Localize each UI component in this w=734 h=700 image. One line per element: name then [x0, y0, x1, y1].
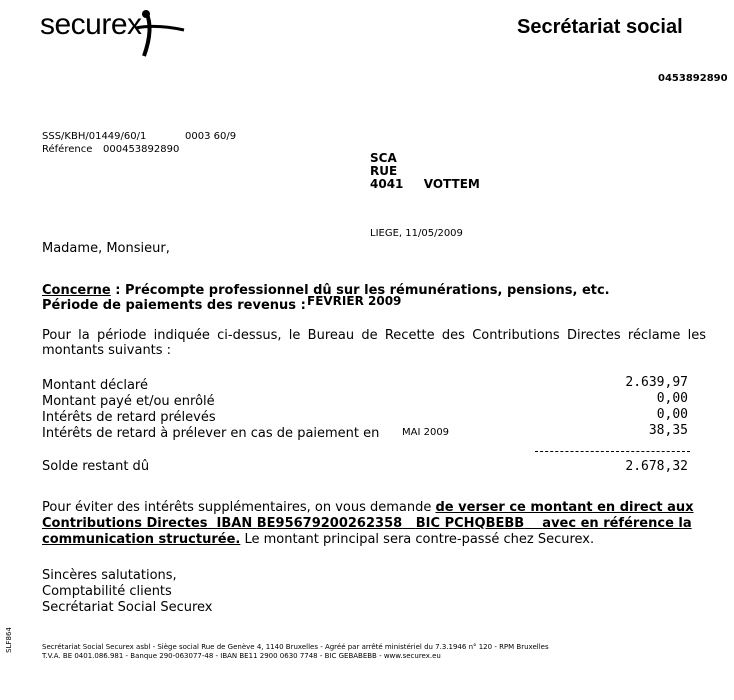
period-label: Période de paiements des revenus :	[42, 298, 306, 313]
securex-logo	[40, 8, 142, 42]
amount-value-interest-levied: 0,00	[656, 407, 688, 422]
subject-line: Concerne : Précompte professionnel dû sur les rémunérations, pensions, etc.	[42, 283, 610, 298]
amount-value-interest-to-levy: 38,35	[648, 423, 688, 438]
reference-code-2: 0003 60/9	[185, 131, 237, 142]
closing-line-1: Sincères salutations,	[42, 568, 177, 583]
bic-value: PCHQBEBB	[444, 516, 525, 531]
payment-line-1: Pour éviter des intérêts supplémentaires, on vous demande de verser ce montant en direct aux	[42, 500, 694, 515]
address-city: VOTTEM	[423, 177, 480, 191]
payment-line-2: Contributions Directes IBAN BE95679200262358 BIC PCHQBEBB avec en référence la	[42, 516, 692, 531]
greeting: Madame, Monsieur,	[42, 241, 170, 256]
closing-block	[42, 568, 213, 616]
address-city-line	[370, 178, 480, 191]
footer-line-2: T.V.A. BE 0401.086.981 - Banque 290-063077-48 - IBAN BE11 2900 0630 7748 - BIC GEBABEBB - www.securex.eu	[42, 652, 441, 660]
payment-instruction: de verser ce montant en direct aux	[435, 500, 694, 515]
reference-value: 000453892890	[103, 144, 180, 155]
logo-text: securex	[40, 8, 142, 41]
reference-code: SSS/KBH/01449/60/1	[42, 131, 147, 142]
closing-line-3: Secrétariat Social Securex	[42, 600, 213, 615]
client-number: 0453892890	[658, 73, 728, 84]
amount-label-paid: Montant payé et/ou enrôlé	[42, 394, 215, 409]
amount-label-interest-to-levy: Intérêts de retard à prélever en cas de paiement en	[42, 426, 380, 441]
securex-logo-swoosh-icon	[132, 6, 186, 58]
page-title: Secrétariat social	[517, 16, 683, 38]
balance-label: Solde restant dû	[42, 459, 150, 474]
place-date: LIEGE, 11/05/2009	[370, 228, 463, 239]
amount-value-paid: 0,00	[656, 391, 688, 406]
bic-label: BIC	[415, 516, 441, 531]
address-line-1: SCA	[370, 151, 397, 165]
side-code: SLF864	[4, 627, 13, 653]
amount-label-interest-levied: Intérêts de retard prélevés	[42, 410, 216, 425]
payment-line-3: communication structurée. Le montant principal sera contre-passé chez Securex.	[42, 532, 595, 547]
footer-line-1: Secrétariat Social Securex asbl - Siège social Rue de Genève 4, 1140 Bruxelles - Agréé par arrêté ministériel du 7.3.1946 n° 120 - RPM Bruxelles	[42, 643, 549, 651]
subject-text: Précompte professionnel dû sur les rémunérations, pensions, etc.	[125, 283, 610, 298]
sum-divider	[535, 451, 690, 452]
iban-value: BE95679200262358	[256, 516, 403, 531]
amount-month: MAI 2009	[402, 427, 450, 438]
balance-value: 2.678,32	[625, 459, 688, 474]
structured-communication: communication structurée.	[42, 532, 241, 547]
closing-line-2: Comptabilité clients	[42, 584, 172, 599]
amount-value-declared: 2.639,97	[625, 375, 688, 390]
period-value: FEVRIER 2009	[307, 294, 402, 308]
amount-label-declared: Montant déclaré	[42, 378, 148, 393]
address-block	[370, 152, 480, 191]
intro-paragraph: Pour la période indiquée ci-dessus, le Bureau de Recette des Contributions Directes réclame les montants suivants :	[42, 328, 706, 358]
address-line-2: RUE	[370, 164, 398, 178]
reference-label: Référence	[42, 144, 93, 155]
iban-label: IBAN	[216, 516, 253, 531]
address-postcode: 4041	[370, 177, 404, 191]
subject-label: Concerne	[42, 283, 111, 298]
